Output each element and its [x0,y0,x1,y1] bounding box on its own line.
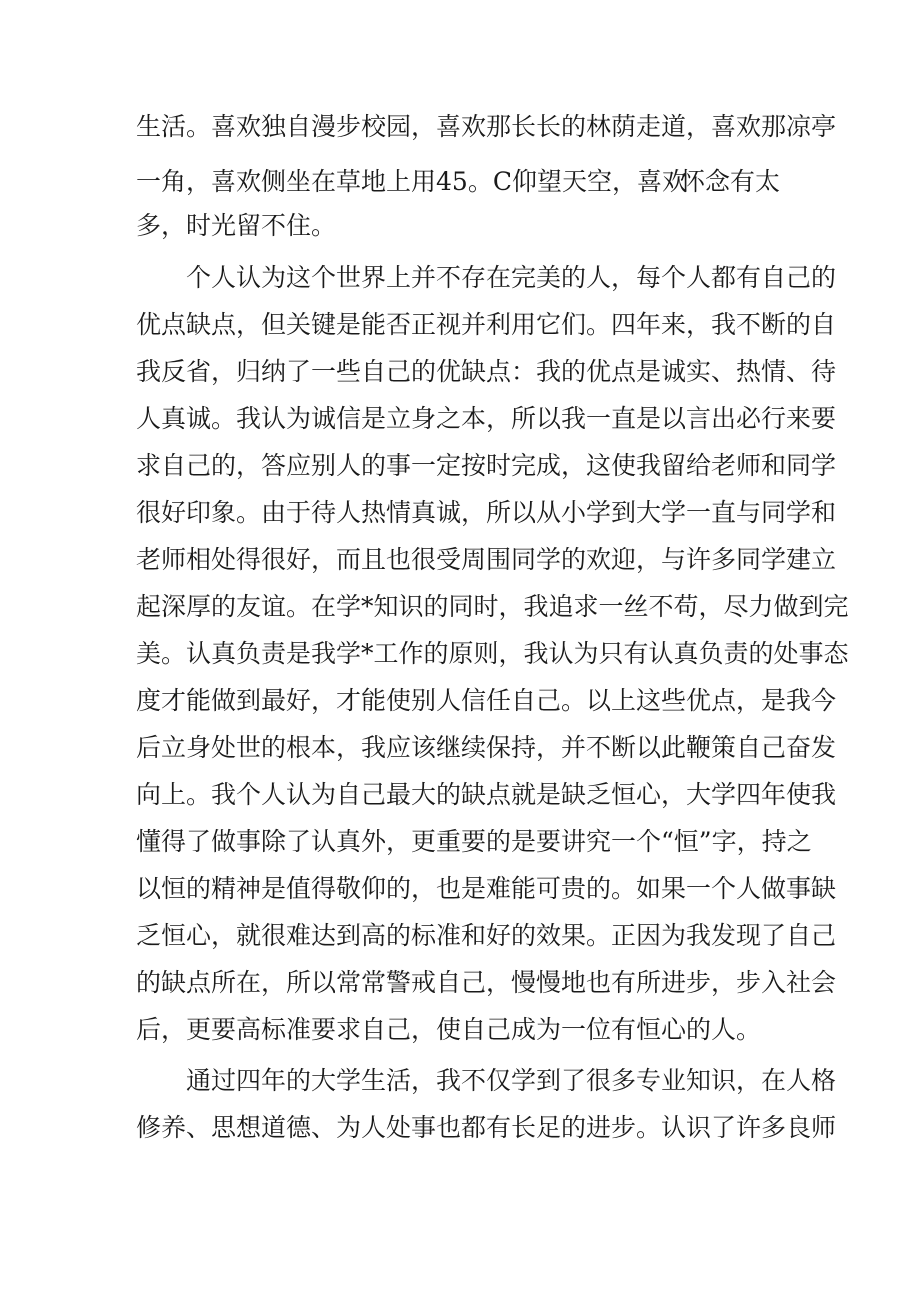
line-text: 后，更要高标准要求自己，使自己成为一位有恒心的人。 [136,1015,762,1044]
line-text: 很好印象。由于待人热情真诚，所以从小学到大学一直与同学和 [136,498,837,527]
line-text: 老师相处得很好，而且也很受周围同学的欢迎，与许多同学建立 [136,545,837,574]
line-text: 的缺点所在，所以常常警戒自己，慢慢地也有所进步，步入社会 [136,968,837,997]
line-text: 后立身处世的根本，我应该继续保持，并不断以此鞭策自己奋发 [136,733,837,762]
line-text: 怀念有太 [680,167,781,196]
line-text: 度才能做到最好，才能使别人信任自己。以上这些优点，是我今 [136,686,837,715]
line-text: 修养、思想道德、为人处事也都有长足的进步。认识了许多良师 [136,1113,837,1142]
line-text: 多，时光留不住。 [136,211,337,240]
line-text: 求自己的，答应别人的事一定按时完成，这使我留给老师和同学 [136,451,837,480]
text-line [0,1002,920,1058]
line-text: 人真诚。我认为诚信是立身之本，所以我一直是以言出必行来要 [136,404,837,433]
line-text: 一角，喜欢侧坐在草地上用45。C仰望天空，喜欢 [136,167,687,196]
line-text: 乏恒心，就很难达到高的标准和好的效果。正因为我发现了自己 [136,921,837,950]
line-text: 起深厚的友谊。在学*知识的同时，我追求一丝不苟，尽力做到完 [136,592,849,621]
text-line [0,1100,920,1156]
line-text: 以恒的精神是值得敬仰的，也是难能可贵的。如果一个人做事缺 [136,874,837,903]
line-text: 通过四年的大学生活，我不仅学到了很多专业知识，在人格 [186,1066,837,1095]
line-text: 优点缺点，但关键是能否正视并利用它们。四年来，我不断的自 [136,310,837,339]
line-text: 懂得了做事除了认真外，更重要的是要讲究一个“恒”字，持之 [136,827,812,856]
text-line [0,99,920,155]
line-text: 向上。我个人认为自己最大的缺点就是缺乏恒心，大学四年使我 [136,780,837,809]
line-text: 我反省，归纳了一些自己的优缺点：我的优点是诚实、热情、待 [136,357,837,386]
line-text: 生活。喜欢独自漫步校园，喜欢那长长的林荫走道，喜欢那凉亭 [136,112,837,141]
line-text: 个人认为这个世界上并不存在完美的人，每个人都有自己的 [186,263,837,292]
line-text: 美。认真负责是我学*工作的原则，我认为只有认真负责的处事态 [136,639,849,668]
text-line [0,198,920,254]
